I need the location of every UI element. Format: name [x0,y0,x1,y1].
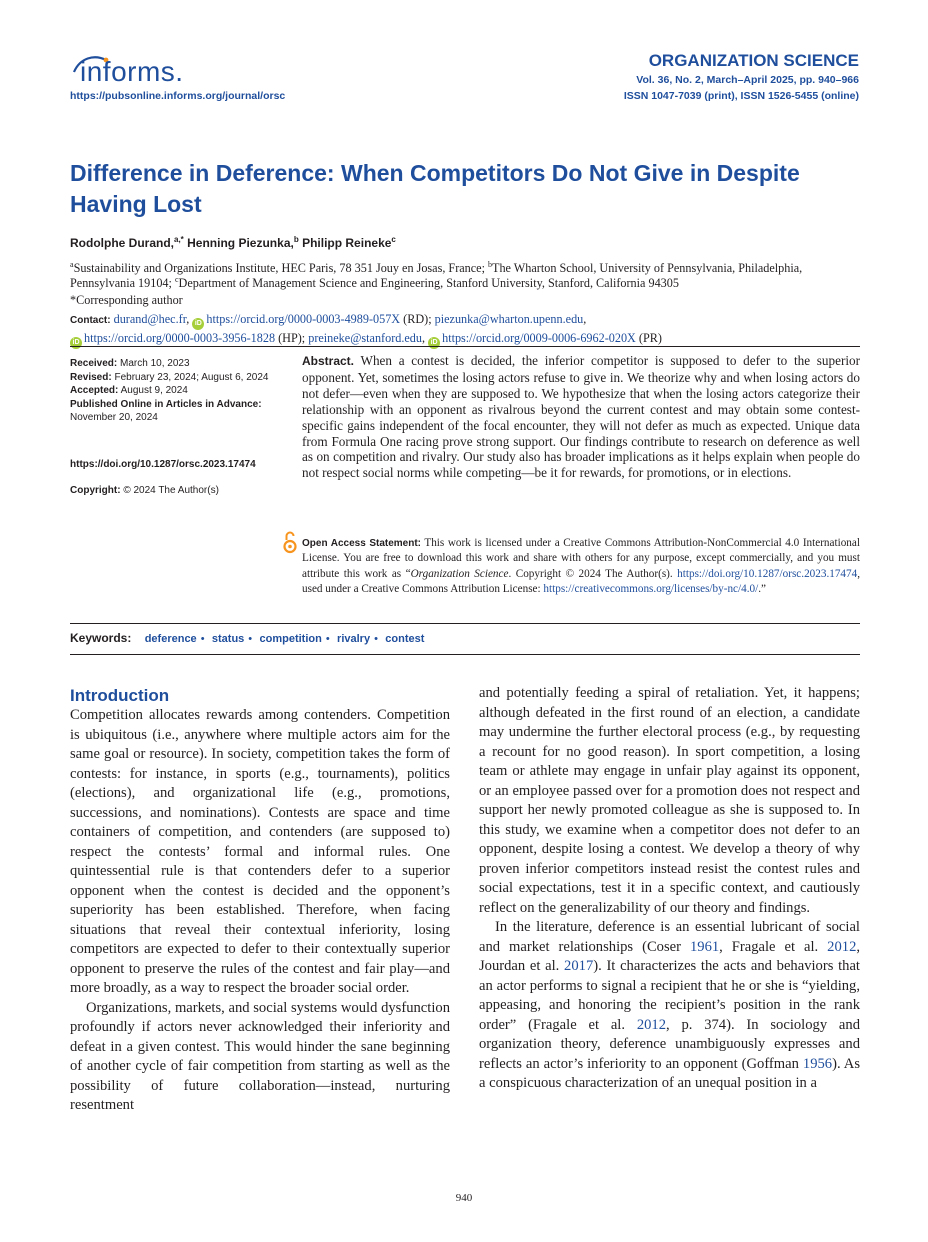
paragraph: Competition allocates rewards among contenders. Competition is ubiquitous (i.e., anywhere where multiple actors aim for the same goal or resource). In society, competition takes the form of contests: for instance, in sports (e.g., tournaments), politics (elections), and organizational life (e.g., promotions, successions, and nominations). Contests are space and time containers of competition, and contenders (are supposed to) respect the contests’ formal and informal rules. One quintessential rule is that contenders defer to a superior opponent when the contest is decided and the opponent’s superiority has been established. Therefore, when facing situations that reveal their contextual inferiority, losing competitors are expected to defer to their contextually superior opponent to preserve the rules of the contest and fair play—and more broadly, as a way to respect the broader social order. [70,707,450,996]
informs-logo-text: informs. [80,56,184,87]
corresponding-author-note: *Corresponding author [70,293,183,307]
keyword-link[interactable]: deference [144,633,197,645]
affil-label: c [174,274,179,284]
text: , Fragale et al. [719,938,828,955]
copyright-label: Copyright: [70,485,121,496]
copyright [70,485,219,496]
author-sup: b [293,235,299,244]
doi-link[interactable]: https://doi.org/10.1287/orsc.2023.17474 [70,459,256,470]
keyword-separator: • [374,633,378,645]
orcid-icon: iD [428,337,440,349]
oa-text: .” [758,583,766,596]
issn-line: ISSN 1047-7039 (print), ISSN 1526-5455 (online) [623,90,859,102]
affiliations [70,261,860,290]
keyword-link[interactable]: rivalry [337,633,371,645]
citation-link[interactable]: 2017 [564,958,594,974]
article-history [70,357,290,425]
open-access-icon [283,529,297,555]
text: , p. 374). In sociology and organization theory, deference unambiguously expresses and reflects an actor’s inferiority to an opponent (Goffman [479,1016,860,1072]
author-sup: a,* [174,235,184,244]
oa-journal: Organization Science [410,567,509,580]
abstract-text: When a contest is decided, the inferior competitor is supposed to defer to the superior opponent. Yet, sometimes the losing actors refuse to give in. We theorize why and when losing actors do not defer—even when they are supposed to. We hypothesize that when the losing actors categorize their relationship with an opponent as rivalrous beyond the current contest and may obtain some contest-specific gains independent of the focal encounter, they will not defer as much as expected. Unique data from Formula One racing prove strong support. Our findings contribute to research on deference as well as on competition and rivalry. Our study also has broader implications as it helps explain when people do not respect social norms while competing—be it for rewards, for promotions, or in elections. [302,353,860,481]
keyword-link[interactable]: status [211,633,245,645]
revised-date: February 23, 2024; August 6, 2024 [114,371,269,383]
author-list [70,236,396,250]
license-link[interactable]: https://creativecommons.org/licenses/by-nc/4.0/ [543,583,759,596]
article-title: Difference in Deference: When Competitors Do Not Give in Despite Having Lost [70,160,800,217]
section-heading: Introduction [70,686,170,705]
affil-b: The Wharton School, University of Pennsylvania, Philadelphia, Pennsylvania 19104; [70,261,803,290]
volume-line: Vol. 36, No. 2, March–April 2025, pp. 940–966 [636,74,859,86]
affil-label: a [70,259,74,269]
published-label: Published Online in Articles in Advance: [70,398,262,410]
orcid-link[interactable]: https://orcid.org/0009-0006-6962-020X [442,331,636,345]
email-link[interactable]: durand@hec.fr [113,312,187,326]
copyright-text: © 2024 The Author(s) [123,485,219,496]
body-column-left [70,706,450,1116]
text: , Jourdan et al. [479,938,861,974]
affil-c: Department of Management Science and Engineering, Stanford University, Stanford, California 94305 [178,275,679,290]
journal-url-link[interactable]: https://pubsonline.informs.org/journal/orsc [70,90,286,102]
received-label: Received: [70,358,118,369]
accepted-label: Accepted: [70,385,119,396]
keyword-link[interactable]: contest [385,633,425,645]
orcid-icon: iD [70,337,82,349]
citation-link[interactable]: 2012 [827,938,857,955]
oa-text: . Copyright © 2024 The Author(s). [508,567,678,580]
paragraph: and potentially feeding a spiral of retaliation. Yet, it happens; although defeated in the first round of an election, a candidate may undermine the further electoral process (e.g., by requesting a recount for no good reason). In sport competition, a losing team or athlete may engage in unfair play against its opponent, or an employee passed over for a promotion does not respect and support her newly promoted colleague as she is supposed to. In this study, we examine when a competitor does not defer to an opponent, despite losing a contest. We develop a theory of why proven inferior competitors instead resist the contest rules and social expectations, test it in a specific context, and cautiously reflect on the generalizability of our theory and findings. [479,685,860,916]
abstract-label: Abstract. [302,354,355,368]
email-link[interactable]: preineke@stanford.edu [308,331,422,345]
abstract [302,353,860,481]
divider [70,623,860,624]
divider [70,346,860,347]
email-link[interactable]: piezunka@wharton.upenn.edu [434,312,584,326]
citation-link[interactable]: 1961 [689,938,720,955]
keyword-separator: • [325,633,330,645]
divider [70,654,860,655]
keywords [70,631,424,645]
open-access-statement [302,536,860,598]
open-access-label: Open Access Statement: [302,538,421,549]
published-date: November 20, 2024 [70,412,158,423]
text: ). As a conspicuous characterization of an unequal position in a [479,1055,860,1091]
citation-link[interactable]: 2012 [636,1016,666,1033]
text: ). It characterizes the acts and behaviors that an actor performs to signal a recipient that he or she is “yielding, appeasing, and honoring the recipient’s position in the rank order” (Fragale et al. [479,958,860,1033]
author-sup: c [391,235,396,244]
affil-label: b [488,259,493,269]
orcid-tag: (PR) [638,331,662,345]
oa-text: This work is licensed under a Creative Commons Attribution-NonCommercial 4.0 International License. You are free to download this work and share with others for any purpose, except commercially, and you must attribute this work as “ [302,537,860,580]
keyword-separator: • [248,633,253,645]
journal-name: ORGANIZATION SCIENCE [648,51,859,70]
keyword-link[interactable]: competition [259,633,322,645]
author-name: Philipp Reineke [302,236,392,250]
paragraph [479,918,860,1094]
oa-text: , used under a Creative Commons Attribution License: [302,567,861,596]
orcid-tag: (RD); [403,312,432,326]
revised-label: Revised: [70,371,112,383]
citation-link[interactable]: 1956 [802,1055,833,1072]
accepted-date: August 9, 2024 [120,385,188,396]
keyword-separator: • [200,633,205,645]
text: In the literature, deference is an essential lubricant of social and market relationships (Coser [479,919,860,955]
contact-label: Contact: [70,315,111,326]
contact-block: Contact: durand@hec.fr, iD https://orcid.org/0000-0003-4989-057X (RD); piezunka@wharton.upenn.edu, iD https://orcid.org/0000-0003-3956-1828 (HP); preineke@stanford.edu, iD https://orcid.org/0009-0006-6962-020X (PR) [70,311,860,349]
orcid-link[interactable]: https://orcid.org/0000-0003-3956-1828 [84,331,276,345]
page-number: 940 [455,1192,473,1204]
received-date: March 10, 2023 [120,358,190,369]
orcid-tag: (HP); [278,331,306,345]
orcid-link[interactable]: https://orcid.org/0000-0003-4989-057X [206,312,401,326]
paragraph: Organizations, markets, and social systems would dysfunction profoundly if actors never acknowledged their inferiority and defeat in a given contest. This would hinder the sane beginning of another cycle of fair competition from starting as well as the possibility of future collaboration—instead, nurturing resentment [70,999,450,1113]
oa-doi-link[interactable]: https://doi.org/10.1287/orsc.2023.17474 [677,567,858,580]
affil-a: Sustainability and Organizations Institute, HEC Paris, 78 351 Jouy en Josas, France; [73,261,485,275]
author-name: Henning Piezunka, [187,236,294,250]
orcid-icon: iD [192,318,204,330]
body-column-right [479,684,860,1094]
keywords-label: Keywords: [70,631,132,645]
author-name: Rodolphe Durand, [70,236,174,250]
